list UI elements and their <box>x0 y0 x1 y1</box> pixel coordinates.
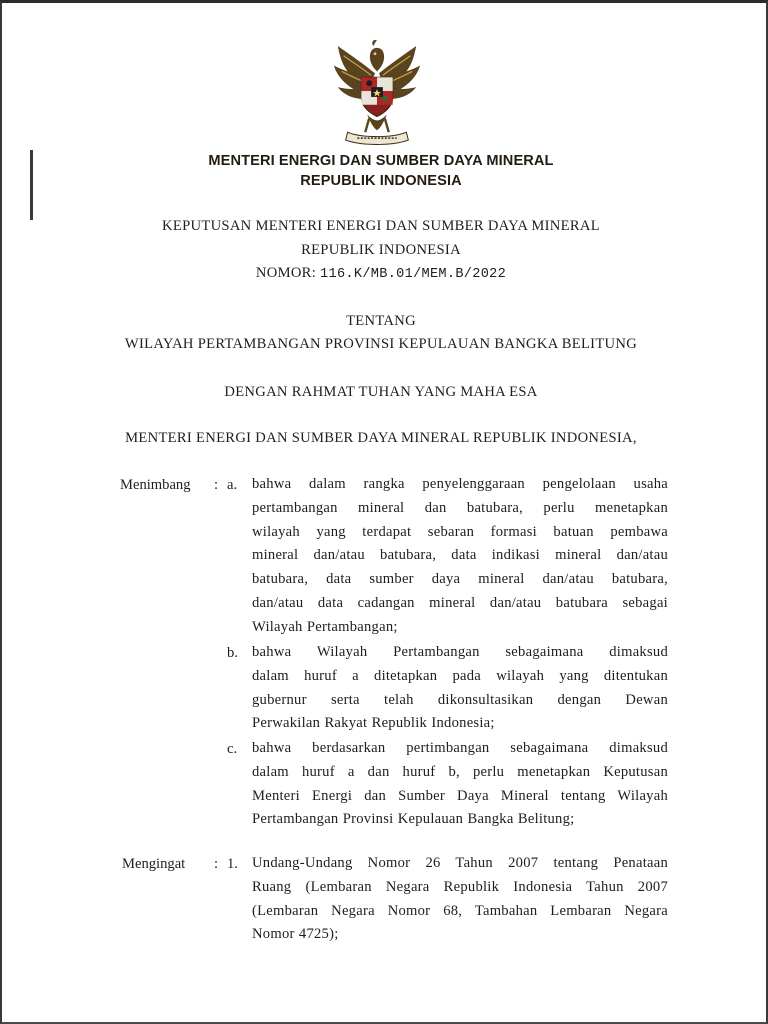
text-line: Perwakilan Rakyat Republik Indonesia; <box>252 715 495 732</box>
decree-number-label: NOMOR: <box>255 265 317 281</box>
text-line: Undang-Undang Nomor 26 Tahun 2007 tentang Penataan <box>252 855 668 871</box>
text-line: dalam huruf a dan huruf b, perlu menetapkan Keputusan <box>252 763 668 780</box>
authority-line: MENTERI ENERGI DAN SUMBER DAYA MINERAL REPUBLIK INDONESIA, <box>125 430 637 446</box>
text-line: gubernur serta telah dikonsultasikan dengan Dewan <box>252 691 668 708</box>
menimbang-marker-c: c. <box>227 741 238 757</box>
decree-number <box>34 265 728 282</box>
text-line: Ruang (Lembaran Negara Republik Indonesia Tahun 2007 <box>252 878 668 895</box>
mengingat-label: Mengingat <box>122 856 186 872</box>
decree-number-value: 116.K/MB.01/MEM.B/2022 <box>320 267 507 282</box>
menimbang-marker-a: a. <box>227 477 238 493</box>
text-line: Menteri Energi dan Sumber Daya Mineral tentang Wilayah <box>252 787 668 804</box>
decree-subject: WILAYAH PERTAMBANGAN PROVINSI KEPULAUAN BANGKA BELITUNG <box>124 336 638 352</box>
tentang-label: TENTANG <box>346 313 416 329</box>
menimbang-item-c <box>252 737 668 832</box>
text-line: pertambangan mineral dan batubara, perlu menetapkan <box>252 499 668 516</box>
decree-title: KEPUTUSAN MENTERI ENERGI DAN SUMBER DAYA MINERAL <box>162 218 600 234</box>
text-line: batubara, data sumber daya mineral dan/atau batubara, <box>252 571 668 588</box>
text-line: (Lembaran Negara Nomor 68, Tambahan Lembaran Negara <box>252 902 668 919</box>
mengingat-item-1 <box>252 852 668 947</box>
menimbang-marker-b: b. <box>227 645 238 661</box>
invocation: DENGAN RAHMAT TUHAN YANG MAHA ESA <box>224 384 538 400</box>
mengingat-separator: : <box>214 856 219 872</box>
document-page <box>34 8 728 1020</box>
menimbang-label: Menimbang <box>120 477 191 493</box>
text-line: wilayah yang terdapat sebaran formasi batuan pembawa <box>252 523 668 540</box>
garuda-emblem-icon <box>328 34 426 152</box>
scan-edge-mark <box>30 150 33 220</box>
text-line: Wilayah Pertambangan; <box>252 618 398 635</box>
menimbang-item-a <box>252 473 668 640</box>
text-line: bahwa dalam rangka penyelenggaraan pengelolaan usaha <box>252 476 668 492</box>
text-line: bahwa berdasarkan pertimbangan sebagaimana dimaksud <box>252 740 668 756</box>
text-line: Nomor 4725); <box>252 926 339 943</box>
text-line: bahwa Wilayah Pertambangan sebagaimana dimaksud <box>252 644 668 660</box>
text-line: dalam huruf a ditetapkan pada wilayah yang ditentukan <box>252 667 668 684</box>
republic-heading: REPUBLIK INDONESIA <box>300 173 462 189</box>
text-line: Pertambangan Provinsi Kepulauan Bangka Belitung; <box>252 811 575 828</box>
ministry-heading: MENTERI ENERGI DAN SUMBER DAYA MINERAL <box>208 153 554 169</box>
text-line: dan/atau data cadangan mineral dan/atau batubara sebagai <box>252 594 668 611</box>
decree-title-country: REPUBLIK INDONESIA <box>301 242 461 258</box>
menimbang-separator: : <box>214 477 219 493</box>
menimbang-item-b <box>252 641 668 736</box>
text-line: mineral dan/atau batubara, data indikasi mineral dan/atau <box>252 547 668 564</box>
mengingat-marker-1: 1. <box>227 856 238 872</box>
